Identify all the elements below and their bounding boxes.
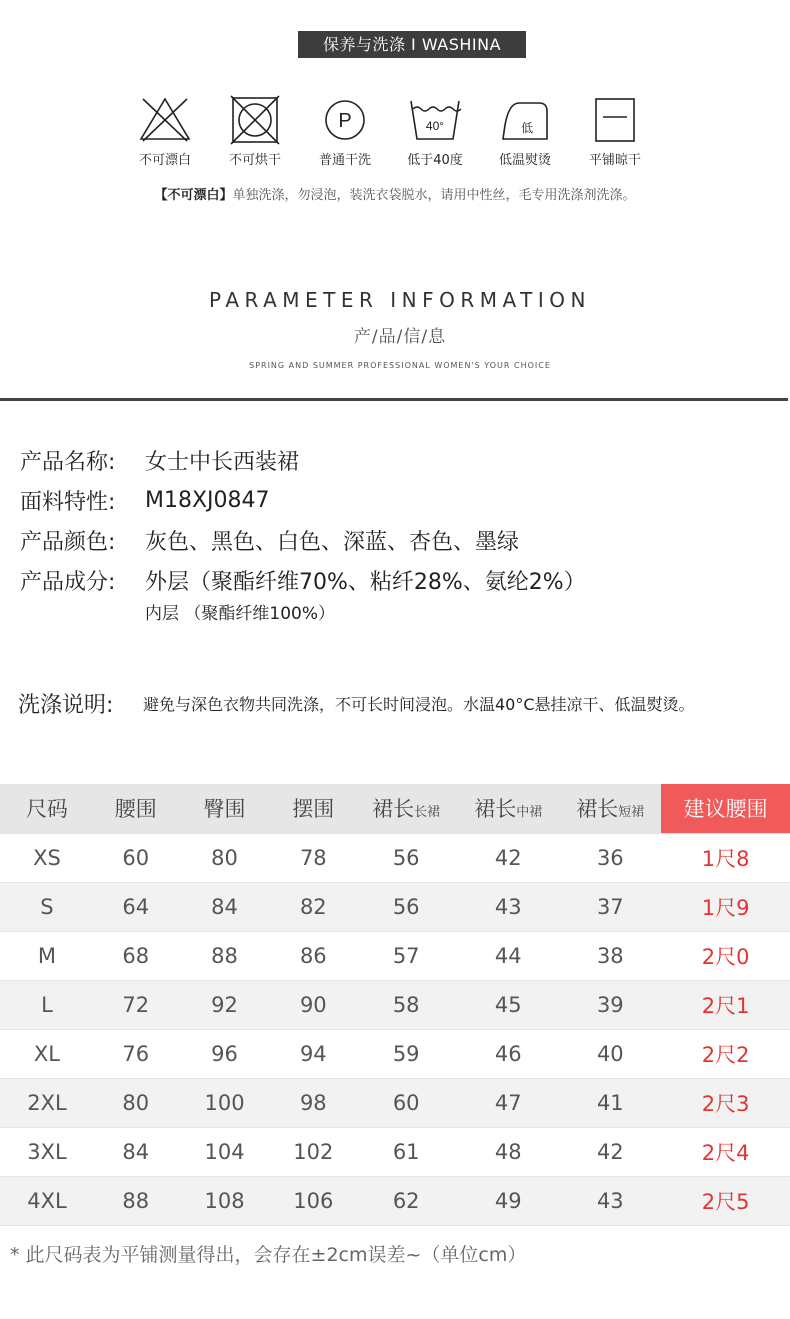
section-divider [0, 398, 788, 401]
table-cell: 60 [355, 1078, 457, 1127]
care-label: 普通干洗 [318, 153, 371, 168]
table-cell: 104 [178, 1127, 272, 1176]
table-cell: S [0, 882, 94, 931]
table-cell: 56 [355, 882, 457, 931]
size-footnote: * 此尺码表为平铺测量得出，会存在±2cm误差~（单位cm） [10, 1244, 527, 1266]
care-label: 不可烘干 [228, 153, 281, 168]
info-key: 产品名称: [20, 449, 116, 475]
table-cell: 37 [559, 882, 661, 931]
parameter-subtitle: 产/品/信/息 [353, 327, 447, 347]
info-row-fabric [20, 480, 780, 520]
table-cell: 1尺9 [661, 882, 790, 931]
care-banner: 保养与洗涤 I WASHINA [298, 31, 526, 58]
header-hem: 摆围 [271, 784, 355, 833]
care-item-flat-dry [570, 95, 660, 168]
header-hip: 臀围 [178, 784, 272, 833]
care-item-no-bleach [120, 95, 210, 168]
care-icons [120, 95, 680, 168]
table-cell: 4XL [0, 1176, 94, 1225]
table-cell: 58 [355, 980, 457, 1029]
table-cell: 94 [271, 1029, 355, 1078]
table-row [0, 1127, 790, 1176]
svg-text:P: P [338, 110, 352, 132]
table-cell: 60 [94, 833, 178, 882]
product-info [20, 440, 780, 628]
info-row-color [20, 520, 780, 560]
low-iron-icon [495, 95, 555, 145]
table-cell: 68 [94, 931, 178, 980]
iron-level-text: 低 [520, 121, 534, 135]
no-bleach-icon [135, 95, 195, 145]
table-cell: M [0, 931, 94, 980]
table-cell: XL [0, 1029, 94, 1078]
dry-clean-icon [315, 95, 375, 145]
flat-dry-icon [585, 95, 645, 145]
table-row [0, 882, 790, 931]
table-cell: 43 [457, 882, 559, 931]
info-value: 外层（聚酯纤维70%、粘纤28%、氨纶2%） [145, 569, 586, 595]
info-key: 产品成分: [20, 569, 116, 595]
header-length-long: 裙长长裙 [355, 784, 457, 833]
table-cell: 42 [457, 833, 559, 882]
table-cell: 42 [559, 1127, 661, 1176]
wash-value: 避免与深色衣物共同洗涤，不可长时间浸泡。水温40°C悬挂凉干、低温熨烫。 [143, 695, 695, 714]
care-label: 低于40度 [407, 153, 463, 168]
table-row [0, 931, 790, 980]
table-cell: 76 [94, 1029, 178, 1078]
table-cell: 3XL [0, 1127, 94, 1176]
no-tumble-dry-icon [225, 95, 285, 145]
info-key: 面料特性: [20, 489, 116, 515]
header-length-short: 裙长短裙 [559, 784, 661, 833]
parameter-tagline: SPRING AND SUMMER PROFESSIONAL WOMEN'S YOUR CHOICE [249, 361, 551, 370]
table-cell: 2尺5 [661, 1176, 790, 1225]
info-row-composition-inner: 内层 （聚酯纤维100%） [145, 604, 336, 624]
info-value: M18XJ0847 [145, 487, 270, 513]
table-cell: 1尺8 [661, 833, 790, 882]
table-cell: 2XL [0, 1078, 94, 1127]
table-cell: 82 [271, 882, 355, 931]
care-item-no-tumble-dry [210, 95, 300, 168]
table-cell: 36 [559, 833, 661, 882]
care-label: 不可漂白 [138, 153, 191, 168]
table-cell: 2尺0 [661, 931, 790, 980]
care-item-dry-clean [300, 95, 390, 168]
info-value: 灰色、黑色、白色、深蓝、杏色、墨绿 [145, 529, 520, 555]
size-table [0, 784, 790, 1226]
table-row [0, 833, 790, 882]
table-cell: 92 [178, 980, 272, 1029]
table-cell: 57 [355, 931, 457, 980]
table-cell: 96 [178, 1029, 272, 1078]
table-cell: 80 [94, 1078, 178, 1127]
table-cell: XS [0, 833, 94, 882]
table-cell: 2尺4 [661, 1127, 790, 1176]
table-cell: 90 [271, 980, 355, 1029]
table-cell: 98 [271, 1078, 355, 1127]
care-label: 低温熨烫 [498, 153, 551, 168]
table-cell: 38 [559, 931, 661, 980]
table-cell: 108 [178, 1176, 272, 1225]
wash-key: 洗涤说明: [18, 693, 114, 718]
table-cell: 106 [271, 1176, 355, 1225]
table-cell: 61 [355, 1127, 457, 1176]
table-cell: 46 [457, 1029, 559, 1078]
table-cell: 78 [271, 833, 355, 882]
info-row-name [20, 440, 780, 480]
table-cell: L [0, 980, 94, 1029]
table-cell: 62 [355, 1176, 457, 1225]
table-cell: 2尺2 [661, 1029, 790, 1078]
care-note-bold: 【不可漂白】 [154, 188, 233, 203]
table-cell: 47 [457, 1078, 559, 1127]
table-cell: 43 [559, 1176, 661, 1225]
wash-instructions [18, 688, 695, 719]
table-cell: 80 [178, 833, 272, 882]
table-cell: 56 [355, 833, 457, 882]
table-row [0, 1176, 790, 1225]
care-item-wash-40 [390, 95, 480, 168]
wash-temp-text: 40° [425, 119, 445, 133]
table-row [0, 1029, 790, 1078]
parameter-title: PARAMETER INFORMATION [209, 288, 591, 312]
table-cell: 39 [559, 980, 661, 1029]
table-cell: 64 [94, 882, 178, 931]
table-cell: 41 [559, 1078, 661, 1127]
table-cell: 2尺1 [661, 980, 790, 1029]
size-table-header [0, 784, 790, 833]
table-cell: 59 [355, 1029, 457, 1078]
care-label: 平铺晾干 [588, 153, 641, 168]
table-cell: 84 [94, 1127, 178, 1176]
table-cell: 88 [178, 931, 272, 980]
table-cell: 84 [178, 882, 272, 931]
info-row-composition [20, 560, 780, 600]
table-cell: 48 [457, 1127, 559, 1176]
table-cell: 102 [271, 1127, 355, 1176]
table-cell: 44 [457, 931, 559, 980]
header-suggested-waist: 建议腰围 [661, 784, 790, 833]
care-item-low-iron [480, 95, 570, 168]
info-value: 女士中长西装裙 [145, 449, 300, 475]
info-key: 产品颜色: [20, 529, 116, 555]
care-note [0, 184, 790, 203]
care-note-text: 单独洗涤，勿浸泡，装洗衣袋脱水，请用中性丝，毛专用洗涤剂洗涤。 [232, 188, 636, 203]
header-length-mid: 裙长中裙 [457, 784, 559, 833]
header-waist: 腰围 [94, 784, 178, 833]
table-cell: 49 [457, 1176, 559, 1225]
table-cell: 88 [94, 1176, 178, 1225]
table-cell: 72 [94, 980, 178, 1029]
table-cell: 100 [178, 1078, 272, 1127]
table-cell: 2尺3 [661, 1078, 790, 1127]
table-row [0, 980, 790, 1029]
table-row [0, 1078, 790, 1127]
table-cell: 86 [271, 931, 355, 980]
table-cell: 45 [457, 980, 559, 1029]
table-cell: 40 [559, 1029, 661, 1078]
wash-40-icon [405, 95, 465, 145]
header-size: 尺码 [0, 784, 94, 833]
